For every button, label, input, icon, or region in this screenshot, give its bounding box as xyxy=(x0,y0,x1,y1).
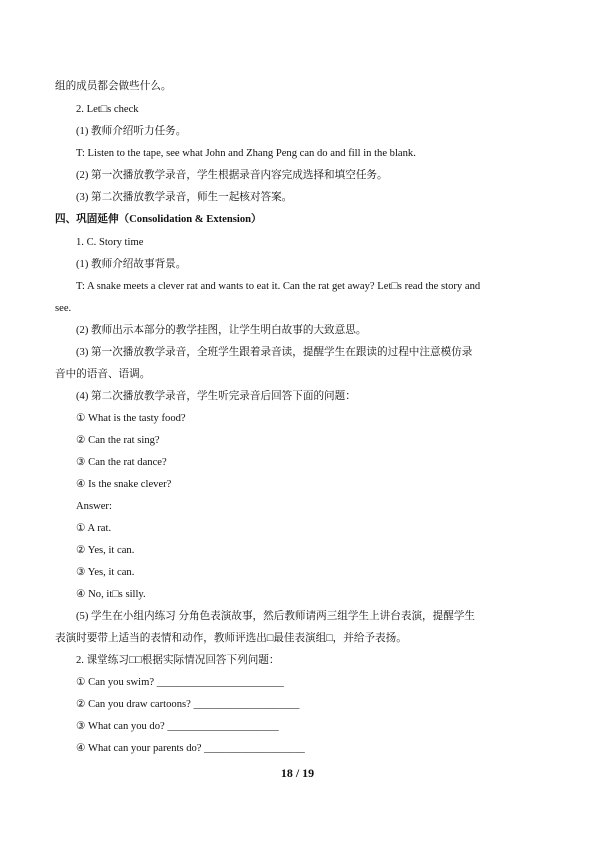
question-item: ③ Can the rat dance? xyxy=(76,457,167,468)
page-number: 18 / 19 xyxy=(280,766,315,780)
text-line: (4) 第二次播放教学录音，学生听完录音后回答下面的问题： xyxy=(76,391,356,402)
text-line: (2) 教师出示本部分的教学挂图，让学生明白故事的大致意思。 xyxy=(76,325,367,336)
text-line: 2. 课堂练习□□根据实际情况回答下列问题： xyxy=(76,655,280,666)
answer-item: ① A rat. xyxy=(76,523,112,534)
text-line: (2) 第一次播放教学录音，学生根据录音内容完成选择和填空任务。 xyxy=(76,170,388,181)
answer-item: ② Yes, it can. xyxy=(76,545,135,556)
text-line: (5) 学生在小组内练习 分角色表演故事，然后教师请两三组学生上讲台表演，提醒学生 xyxy=(76,611,476,622)
text-line: (1) 教师介绍故事背景。 xyxy=(76,259,187,270)
section-heading: 1. C. Story time xyxy=(76,237,144,248)
text-line: (3) 第二次播放教学录音，师生一起核对答案。 xyxy=(76,192,293,203)
answer-item: ③ Yes, it can. xyxy=(76,567,135,578)
question-item: ④ Is the snake clever? xyxy=(76,479,172,490)
question-item: ② Can the rat sing? xyxy=(76,435,160,446)
text-line: (3) 第一次播放教学录音，全班学生跟着录音读，提醒学生在跟读的过程中注意模仿录 xyxy=(76,347,473,358)
section-heading: 四、巩固延伸（Consolidation & Extension） xyxy=(55,214,262,225)
text-line: T: Listen to the tape, see what John and Zhang Peng can do and fill in the blank. xyxy=(76,148,416,159)
answer-label: Answer: xyxy=(76,501,112,512)
section-heading: 2. Let□s check xyxy=(76,104,139,115)
text-line: 音中的语音、语调。 xyxy=(55,369,151,380)
text-line: (1) 教师介绍听力任务。 xyxy=(76,126,187,137)
text-line: T: A snake meets a clever rat and wants to eat it. Can the rat get away? Let□s read the story and xyxy=(76,281,481,292)
exercise-item: ④ What can your parents do? ___________________ xyxy=(76,743,305,754)
text-line: see. xyxy=(55,303,72,314)
exercise-item: ③ What can you do? _____________________ xyxy=(76,721,279,732)
text-line: 组的成员都会做些什么。 xyxy=(55,81,172,92)
text-line: 表演时要带上适当的表情和动作，教师评选出□最佳表演组□，并给予表扬。 xyxy=(55,633,407,644)
exercise-item: ① Can you swim? ________________________ xyxy=(76,677,284,688)
answer-item: ④ No, it□s silly. xyxy=(76,589,146,600)
exercise-item: ② Can you draw cartoons? ____________________ xyxy=(76,699,300,710)
question-item: ① What is the tasty food? xyxy=(76,413,186,424)
